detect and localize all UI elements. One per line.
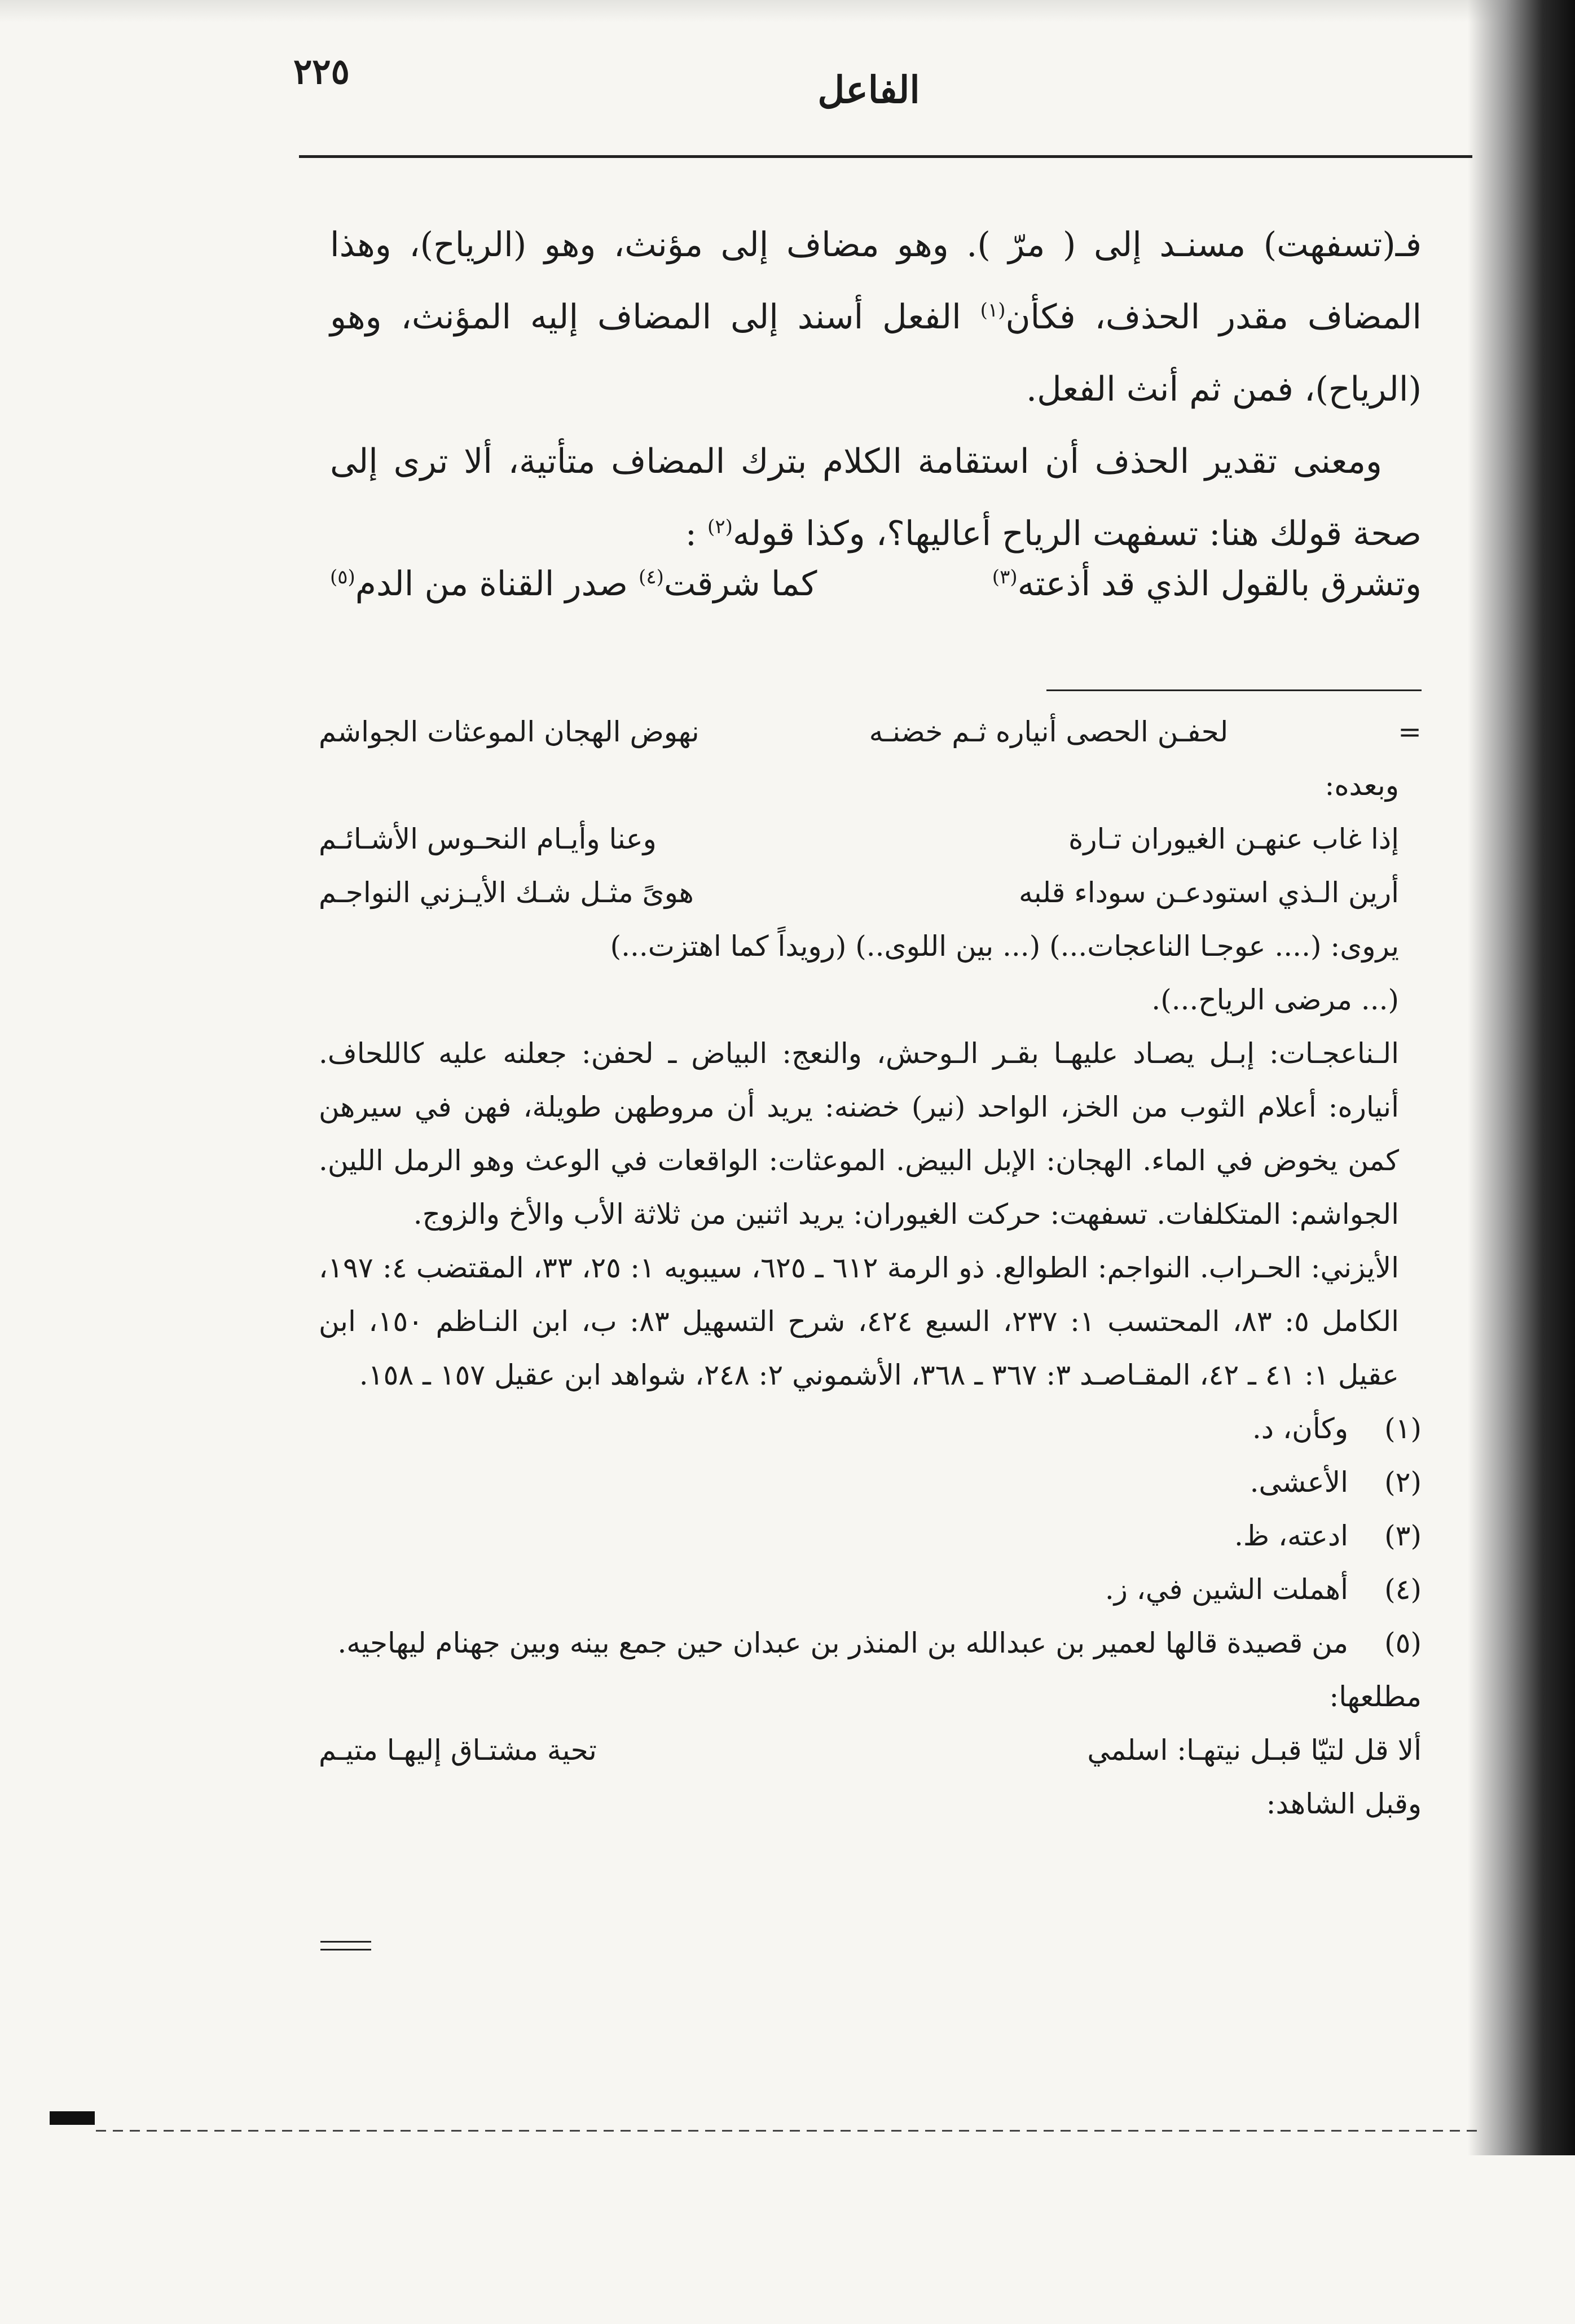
footnotes-section (319, 705, 1422, 1831)
footnote-item-1 (319, 1402, 1422, 1456)
book-spine-shadow (1468, 0, 1575, 2155)
continuation-marker: = (1398, 715, 1422, 748)
paragraph-2 (330, 425, 1422, 570)
footnote-item-3 (319, 1509, 1422, 1563)
page-number: ٢٢٥ (293, 51, 350, 92)
continuation-rule-bottom (320, 1949, 371, 1950)
paragraph-2-text: ومعنى تقدير الحذف أن استقامة الكلام بترك المضاف متأتية، ألا ترى إلى صحة قولك هنا: تسفهت الرياح أعاليها؟، وكذا قوله (330, 442, 1422, 553)
footnote-ref-5: (٥) (330, 566, 355, 588)
footnote-ref-1: (١) (980, 299, 1006, 322)
footnote-item-2 (319, 1456, 1422, 1509)
scan-bottom-rule (96, 2130, 1478, 2132)
footnote-separator (1046, 689, 1422, 691)
after-label: وبعده: (1325, 769, 1399, 802)
variants-line-2: (... مرضى الرياح...). (1151, 983, 1399, 1016)
paragraph-1 (330, 209, 1422, 425)
footnote-text: من قصيدة قالها لعمير بن عبدالله بن المنذر بن عبدان حين جمع بينه وبين جهنام ليهاجيه. (337, 1627, 1348, 1659)
paragraph-2-end: : (685, 514, 708, 553)
footnote-number: (٤) (1384, 1573, 1422, 1606)
references-paragraph: الأيزني: الحـراب. النواجم: الطوالع. ذو الرمة ٦١٢ ـ ٦٢٥، سيبويه ١: ٢٥، ٣٣، المقتضب ٤: ١٩٧، الكامل ٥: ٨٣، المحتسب ١: ٢٣٧، السبع ٤٢٤، شرح التسهيل ٨٣: ب، ابن النـاظم ١٥٠، ابن عقيل ١: ٤١ ـ ٤٢، المقـاصـد ٣: ٣٦٧ ـ ٣٦٨، الأشموني ٢: ٢٤٨، شواهد ابن عقيل ١٥٧ ـ ١٥٨. (319, 1251, 1399, 1391)
cited-verse (330, 564, 1422, 604)
running-title: الفاعل (817, 68, 920, 112)
footnote-number: (٢) (1384, 1466, 1422, 1499)
footnote-verse-4: ألا قل لتيّا قبـل نيتهـا: اسلمي تحية مشتـاق إليهـا متيـم (319, 1734, 1422, 1767)
header-rule (299, 155, 1472, 158)
footnote-number: (١) (1384, 1412, 1422, 1445)
scan-top-noise (0, 0, 1575, 23)
footnote-item-5 (319, 1616, 1422, 1670)
matlaa-label: مطلعها: (1329, 1680, 1422, 1713)
footnote-verse-2: إذا غاب عنهـن الغيوران تـارة وعنا وأيـام النحـوس الأشـائـم (319, 823, 1399, 855)
paragraph-1-text: فـ(تسفهت) مسنـد إلى ( مرّ ). وهو مضاف إلى مؤنث، وهو (الرياح)، وهذا المضاف مقدر الحذف، فكأن (330, 225, 1422, 337)
footnote-item-4 (319, 1563, 1422, 1616)
scan-edge-mark (50, 2111, 95, 2125)
verse-second-hemistich: كما شرقت$^{(٤)}$ صدر القناة من الدم$^{(٥)}$ (330, 564, 817, 604)
footnote-ref-3: (٣) (992, 566, 1018, 588)
footnote-text: ادعته، ظ. (1234, 1519, 1348, 1552)
footnote-ref-4: (٤) (639, 566, 664, 588)
continuation-rule-top (320, 1941, 371, 1943)
footnote-ref-2: (٢) (707, 516, 733, 538)
footnote-verse-3: أرين الـذي استودعـن سوداء قلبه هوىً مثـل شـك الأيـزني النواجـم (319, 876, 1399, 909)
verse-first-hemistich: وتشرق بالقول الذي قد أذعته$^{(٣)}$ (992, 564, 1422, 604)
footnote-number: (٣) (1384, 1519, 1422, 1552)
footnote-text: أهملت الشين في، ز. (1105, 1573, 1348, 1606)
footnote-verse-1: = لحفـن الحصى أنياره ثـم خضنـه نهوض الهجان الموعثات الجواشم (319, 705, 1422, 759)
variants-line-1: يروى: (.... عوجـا الناعجات...) (... بين اللوى..) (رويداً كما اهتزت...) (610, 930, 1399, 963)
footnote-text: الأعشى. (1250, 1466, 1348, 1499)
footnote-number: (٥) (1384, 1627, 1422, 1659)
main-text (330, 209, 1422, 570)
gloss-paragraph: الـناعجـات: إبـل يصـاد عليهـا بقـر الـوحش، والنعج: البياض ـ لحفن: جعلنه عليه كاللحاف. أنياره: أعلام الثوب من الخز، الواحد (نير) خضنه: يريد أن مروطهن طويلة، فهن في سيرهن كمن يخوض في الماء. الهجان: الإبل البيض. الموعثات: الواقعات في الوعث وهو الرمل اللين. الجواشم: المتكلفات. تسفهت: حركت الغيوران: يريد اثنين من ثلاثة الأب والأخ والزوج. (319, 1037, 1399, 1231)
footnote-text: وكأن، د. (1252, 1412, 1348, 1445)
paragraph-1-rest: الفعل أسند إلى المضاف إليه المؤنث، وهو (الرياح)، فمن ثم أنث الفعل. (330, 297, 1422, 409)
before-label: وقبل الشاهد: (1266, 1787, 1422, 1820)
